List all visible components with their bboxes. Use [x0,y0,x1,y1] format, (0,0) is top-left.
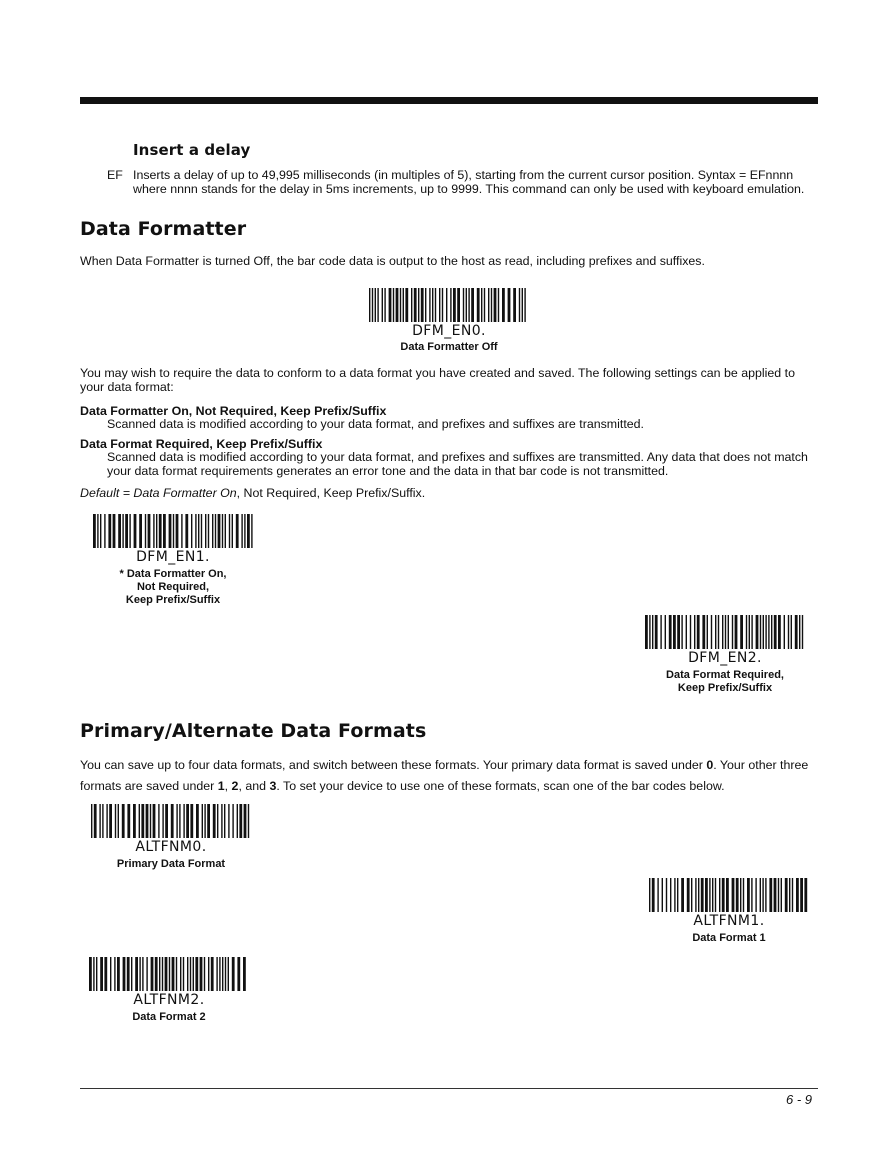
barcode-altfnm1[interactable] [640,878,818,945]
barcode-label: Data Format 1 [692,932,766,944]
barcode-bars [369,288,529,322]
barcode-bars [649,878,809,912]
barcode-dfm-en2[interactable] [636,615,814,695]
option1-title: Data Formatter On, Not Required, Keep Prefix/Suffix [80,404,387,418]
barcode-code-text: DFM_EN2. [688,650,762,666]
data-formatter-heading: Data Formatter [80,218,247,240]
barcode-bars [91,804,251,838]
data-formatter-intro: When Data Formatter is turned Off, the bar code data is output to the host as read, including prefixes and suffixes. [80,254,705,268]
default-note: Default = Data Formatter On, Not Required, Keep Prefix/Suffix. [80,486,426,500]
barcode-label: * Data Formatter On, Not Required, Keep Prefix/Suffix [119,568,227,606]
footer-rule [80,1088,818,1089]
barcode-bars [93,514,253,548]
insert-delay-heading: Insert a delay [133,141,251,159]
option2-text: Scanned data is modified according to your data format, and prefixes and suffixes are transmitted. Any data that does not match your data format requirements generates an error tone and the data in that bar code is not transmitted. [107,450,808,478]
header-rule [80,97,818,104]
barcode-bars [645,615,805,649]
barcode-label: Data Formatter Off [400,341,498,353]
alternate-heading: Primary/Alternate Data Formats [80,720,427,742]
page-number: 6 - 9 [785,1092,812,1107]
barcode-code-text: ALTFNM1. [693,913,765,929]
alternate-paragraph: You can save up to four data formats, and switch between these formats. Your primary data format is saved under 0. Your other three formats are saved under 1, 2, and 3. To set your device to use one of these formats, scan one of the bar codes below. [80,758,809,793]
barcode-label: Primary Data Format [116,858,226,870]
barcode-dfm-en1[interactable] [84,514,262,607]
barcode-altfnm0[interactable] [82,804,260,871]
barcode-dfm-en0[interactable] [360,288,538,354]
barcode-code-text: ALTFNM2. [133,992,205,1008]
barcode-code-text: ALTFNM0. [135,839,207,855]
data-formatter-paragraph: You may wish to require the data to conform to a data format you have created and saved. The following settings can be applied to your data format: [80,366,795,394]
barcode-bars [89,957,249,991]
option1-text: Scanned data is modified according to your data format, and prefixes and suffixes are transmitted. [107,417,644,431]
insert-delay-text: Inserts a delay of up to 49,995 milliseconds (in multiples of 5), starting from the current cursor position. Syntax = EFnnnn where nnnn stands for the delay in 5ms increments, up to 9999. This command can only be used with keyboard emulation. [133,168,805,196]
barcode-altfnm2[interactable] [80,957,258,1024]
barcode-label: Data Format Required, Keep Prefix/Suffix [666,669,784,694]
barcode-code-text: DFM_EN1. [136,549,210,565]
barcode-label: Data Format 2 [132,1011,206,1023]
barcode-code-text: DFM_EN0. [412,323,486,339]
insert-delay-code: EF [107,168,123,182]
option2-title: Data Format Required, Keep Prefix/Suffix [80,437,323,451]
